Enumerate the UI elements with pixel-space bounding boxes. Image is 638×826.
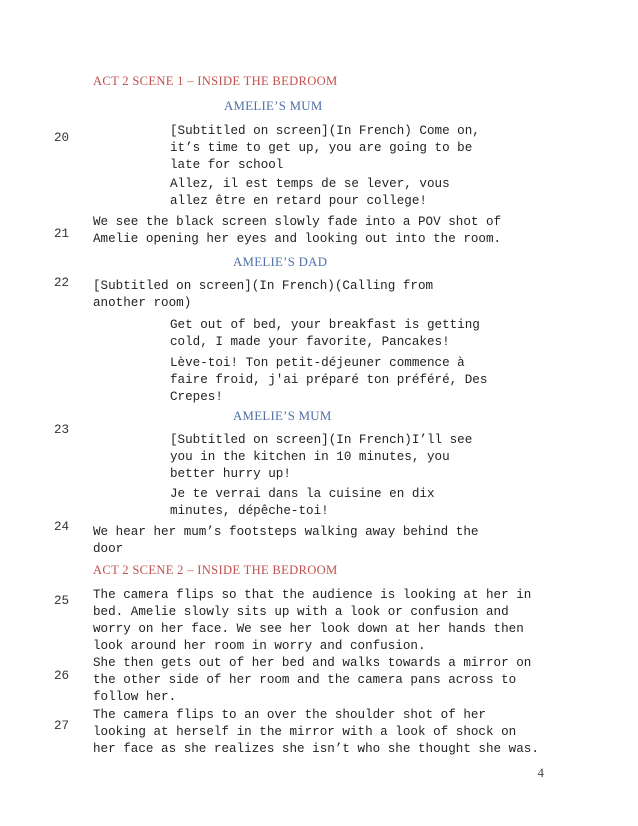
line-number: 21 [54, 227, 70, 241]
line-number: 20 [54, 131, 70, 145]
line-number: 22 [54, 276, 70, 290]
line-number: 24 [54, 520, 70, 534]
dialogue-english: Get out of bed, your breakfast is getting cold, I made your favorite, Pancakes! [170, 318, 480, 349]
line-number: 25 [54, 594, 70, 608]
action-text: The camera flips so that the audience is looking at her in bed. Amelie slowly sits up with a look or confusion and worry on her face. We see her look down at her hands then look around her room in worry and confusion. [93, 588, 532, 653]
parenthetical: [Subtitled on screen](In French)(Calling from another room) [93, 279, 434, 310]
line-number: 27 [54, 719, 70, 733]
action-text: She then gets out of her bed and walks towards a mirror on the other side of her room and the camera pans across to follow her. [93, 656, 532, 704]
line-number: 26 [54, 669, 70, 683]
dialogue-french: Allez, il est temps de se lever, vous allez être en retard pour college! [170, 177, 450, 208]
action-text: The camera flips to an over the shoulder shot of her looking at herself in the mirror with a look of shock on her face as she realizes she isn’t who she thought she was. [93, 708, 539, 756]
scene-heading: ACT 2 SCENE 2 – INSIDE THE BEDROOM [93, 563, 338, 577]
character-name: AMELIE’S DAD [233, 255, 328, 269]
dialogue-french: Je te verrai dans la cuisine en dix minutes, dépêche-toi! [170, 487, 435, 518]
character-name: AMELIE’S MUM [233, 409, 332, 423]
dialogue-english: [Subtitled on screen](In French)I’ll see you in the kitchen in 10 minutes, you better hurry up! [170, 433, 473, 481]
dialogue-french: Lève-toi! Ton petit-déjeuner commence à faire froid, j'ai préparé ton préféré, Des Crepes! [170, 356, 488, 404]
line-number: 23 [54, 423, 70, 437]
action-text: We hear her mum’s footsteps walking away behind the door [93, 525, 479, 556]
character-name: AMELIE’S MUM [224, 99, 323, 113]
action-text: We see the black screen slowly fade into a POV shot of Amelie opening her eyes and looking out into the room. [93, 215, 502, 246]
scene-heading: ACT 2 SCENE 1 – INSIDE THE BEDROOM [93, 74, 338, 88]
page-number: 4 [537, 765, 544, 780]
dialogue-english: [Subtitled on screen](In French) Come on, it’s time to get up, you are going to be late for school [170, 124, 480, 172]
